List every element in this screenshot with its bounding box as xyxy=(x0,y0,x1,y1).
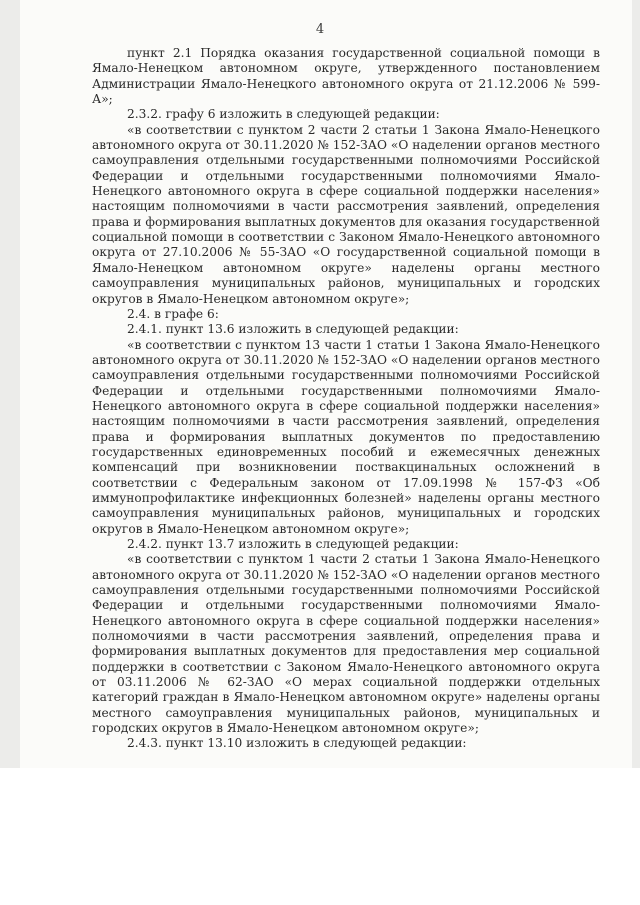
paragraph-2: «в соответствии с пунктом 2 части 2 статьи 1 Закона Ямало-Ненецкого автономного округа от 30.11.2020 № 152-ЗАО «О наделении органов местного самоуправления отдельными государственными полномочиями Российской Федерации и отдельными государственными полномочиями Ямало-Ненецкого автономного округа в сфере социальной поддержки населения» настоящим полномочиями в части рассмотрения заявлений, определения права и формирования выплатных документов для оказания государственной социальной помощи в соответствии с Законом Ямало-Ненецкого автономного округа от 27.10.2006 № 55-ЗАО «О государственной социальной помощи в Ямало-Ненецком автономном округе» наделены органы местного самоуправления муниципальных районов, муниципальных и городских округов в Ямало-Ненецком автономном округе»; xyxy=(92,122,600,306)
paragraph-5: «в соответствии с пунктом 13 части 1 статьи 1 Закона Ямало-Ненецкого автономного округа от 30.11.2020 № 152-ЗАО «О наделении органов местного самоуправления отдельными государственными полномочиями Российской Федерации и отдельными государственными полномочиями Ямало-Ненецкого автономного округа в сфере социальной поддержки населения» настоящим полномочиями в части рассмотрения заявлений, определения права и формирования выплатных документов по предоставлению государственных единовременных пособий и ежемесячных денежных компенсаций при возникновении поствакцинальных осложнений в соответствии с Федеральным законом от 17.09.1998 № 157-ФЗ «Об иммунопрофилактике инфекционных болезней» наделены органы местного самоуправления муниципальных районов, муниципальных и городских округов в Ямало-Ненецком автономном округе»; xyxy=(92,337,600,536)
paragraph-4: 2.4.1. пункт 13.6 изложить в следующей редакции: xyxy=(127,322,459,337)
paragraph-3: 2.4. в графе 6: xyxy=(127,306,219,321)
paragraph-1: 2.3.2. графу 6 изложить в следующей редакции: xyxy=(127,107,440,122)
paragraph-0: пункт 2.1 Порядка оказания государственной социальной помощи в Ямало-Ненецком автономном округе, утвержденного постановлением Администрации Ямало-Ненецкого автономного округа от 21.12.2006 № 599-А»; xyxy=(92,46,600,107)
paragraph-6: 2.4.2. пункт 13.7 изложить в следующей редакции: xyxy=(127,537,459,551)
document-body xyxy=(92,46,600,752)
page-number: 4 xyxy=(315,22,325,37)
blank-area xyxy=(0,768,640,905)
paragraph-8: 2.4.3. пункт 13.10 изложить в следующей редакции: xyxy=(127,736,467,751)
paragraph-7: «в соответствии с пунктом 1 части 2 статьи 1 Закона Ямало-Ненецкого автономного округа от 30.11.2020 № 152-ЗАО «О наделении органов местного самоуправления отдельными государственными полномочиями Российской Федерации и отдельными государственными полномочиями Ямало-Ненецкого автономного округа в сфере социальной поддержки населения» полномочиями в части рассмотрения заявлений, определения права и формирования выплатных документов для предоставления мер социальной поддержки в соответствии с Законом Ямало-Ненецкого автономного округа от 03.11.2006 № 62-ЗАО «О мерах социальной поддержки отдельных категорий граждан в Ямало-Ненецком автономном округе» наделены органы местного самоуправления муниципальных районов, муниципальных и городских округов в Ямало-Ненецком автономном округе»; xyxy=(92,552,600,736)
